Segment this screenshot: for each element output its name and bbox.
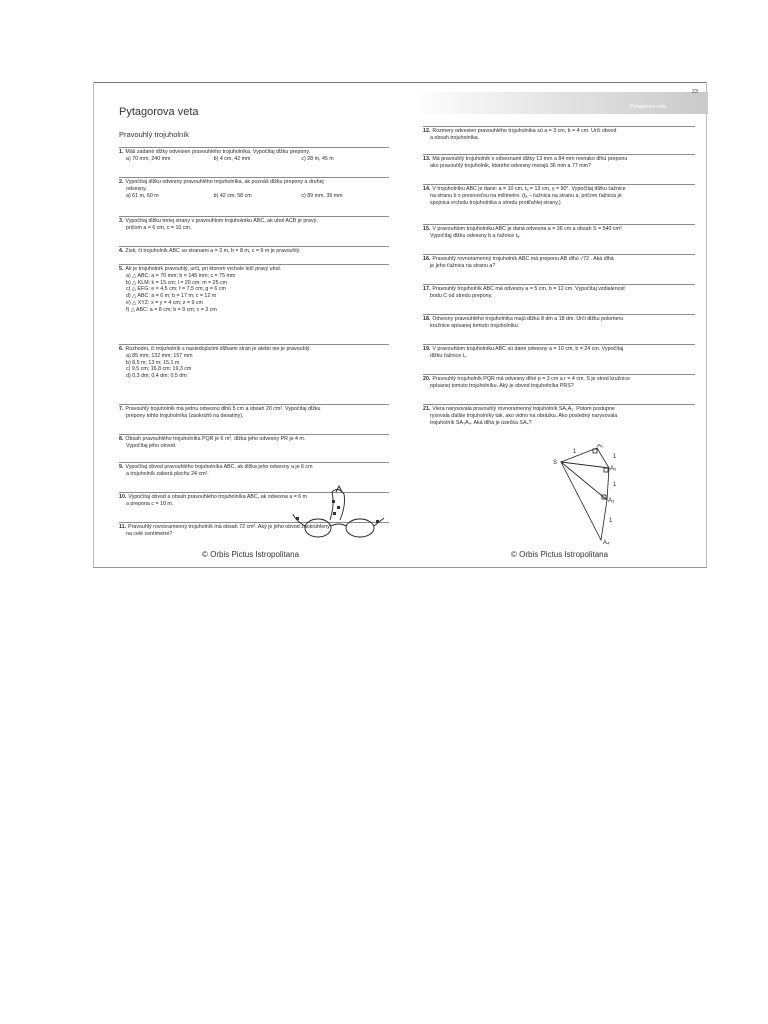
exercise-21 [423,406,695,426]
exercise-line: d) △ ABC: a = 6 m; b = 17 m; c = 12 m [126,293,217,300]
exercise-text: Obsah pravouhlého trojuholníka PQR je 6 m², dĺžka jeho odvesny PR je 4 m. [125,436,306,442]
exercise-text: Pravouhlý trojuholník má jednu odvesnu dĺhú 5 cm a obsah 20 cm². Vypočítaj dĺžku [125,406,321,412]
option-item: c) 89 mm, 39 mm [301,192,343,199]
exercise-line: c) 9,5 cm; 16,8 cm; 19,3 cm [126,366,192,373]
exercise-line [423,186,695,193]
label-a3: A₃ [608,498,615,504]
exercise-line [119,266,389,273]
exercise-text: Pravouhlý rovnoramenný trojuholník má obsah 72 cm². Aký je jeho obvod zaokrúhlený [128,524,330,530]
triangle-spiral-figure [551,444,651,552]
exercise-16 [423,256,695,270]
exercise-text: Pravouhlý trojuholník PQR má odvesny dlhé p = 3 cm a r = 4 cm. S je stred kružnice [432,376,630,382]
exercise-line [423,256,695,263]
exercise-options [119,156,389,163]
exercise-line: c) △ EFG: e = 4,5 cm; f = 7,5 cm; g = 6 cm [126,286,226,293]
copyright-notice-right: © Orbis Pictus Istropolitana [511,550,609,559]
exercise-text: Vypočítaj dĺžku odvesny pravouhlého trojuholníka, ak poznáš dĺžku prepony a druhej [125,179,324,185]
exercise-1 [119,149,389,163]
exercise-6 [119,346,389,380]
exercise-line: e) △ XYZ: x = y = 4 cm; z = 9 cm [126,299,203,306]
exercise-line: na celé centimetre? [126,530,173,537]
exercise-text: Odvesny pravouhlého trojuholníka majú dĺžku 8 dm a 18 dm. Urči dĺžku polomeru [432,316,624,322]
exercise-12 [423,128,695,142]
exercise-number: 6. [119,346,124,352]
label-side-1: 1 [573,449,577,455]
exercise-4 [119,248,389,255]
exercise-line: odvesny. [126,185,147,192]
exercise-text: Ak je trojuholník pravouhlý, urči, pri ktorom vrchole leží pravý uhol. [125,266,282,272]
exercise-line: prepony tohto trojuholníka (zaokrúhli na desatiny). [126,412,244,419]
exercise-number: 17. [423,286,431,292]
exercise-line: kružnice opísanej tomuto trojuholníku. [430,322,520,329]
exercise-line [119,248,389,255]
exercise-8 [119,436,389,450]
exercise-number: 5. [119,266,124,272]
exercise-number: 13. [423,156,431,162]
left-page [94,82,401,567]
exercise-line: dĺžku ťažnice t꜀. [430,352,468,359]
option-item: b) 42 cm, 58 cm [213,192,252,199]
book-spread [93,82,707,568]
exercise-number: 4. [119,248,124,254]
exercise-text: Rozmery odvesien pravouhlého trojuholníka sú a = 3 cm, b = 4 cm. Urči obvod [432,128,617,134]
exercise-line: rysovala ďalšie trojuholníky tak, ako vidno na obrázku. Ako posledný narysovala [430,412,618,419]
exercise-3 [119,218,389,232]
label-a2: A₂ [610,466,617,472]
exercise-line: trojuholník SA₃A₄. Aká dlhá je úsečka SA₄? [430,419,532,426]
exercise-2 [119,179,389,199]
label-a4: A₄ [603,540,610,546]
exercise-line [423,286,695,293]
exercise-text: V pravouhlom trojuholníku ABC je daná odvesna a = 36 cm a obsah S = 540 cm². [432,226,624,232]
exercise-number: 14. [423,186,431,192]
exercise-line: na stranu b s presnosťou na milimetre. (tₐ – ťažnica na stranu a, pričom ťažnica je [430,192,622,199]
exercise-19 [423,346,695,360]
label-side-3: 1 [613,482,617,488]
exercise-line: a) 85 mm; 132 mm; 157 mm [126,352,193,359]
exercise-text: Zisti, či trojuholník ABC so stranami a = 3 m, b = 8 m, c = 9 m je pravouhlý. [125,248,301,254]
exercise-text: Máš zadané dĺžky odvesien pravouhlého trojuholníka. Vypočítaj dĺžku prepony. [125,149,311,155]
exercise-number: 21. [423,406,431,412]
exercise-line: ako pravouhlý trojuholník, ktorého odvesny merajú 36 mm a 77 mm? [430,162,592,169]
exercise-text: Pravouhlý rovnoramenný trojuholník ABC má preponu AB dlhú √72 . Aká dlhá [432,256,614,262]
exercise-9 [119,464,389,478]
exercise-line: d) 0,3 dm; 0,4 dm; 0,5 dm [126,373,187,380]
label-s: S [553,460,558,466]
exercise-number: 16. [423,256,431,262]
exercise-number: 8. [119,436,124,442]
glasses-cartoon-illustration [290,482,388,542]
label-a1: A₁ [597,444,604,449]
running-head: Pytagorova veta [629,104,666,110]
exercise-text: Rozhodni, či trojuholník s nasledujúcimi dĺžkami strán je alebo nie je pravouhlý. [125,346,311,352]
exercise-line [119,346,389,353]
exercise-text: Viera narysovala pravouhlý rovnoramenný trojuholník SA₁A₂. Potom postupne [432,406,615,412]
option-item: a) 70 mm, 240 mm [126,155,171,162]
header-bar [409,92,708,114]
exercise-line [119,436,389,443]
exercise-line [119,179,389,186]
copyright-notice: © Orbis Pictus Istropolitana [202,550,300,559]
exercise-line: spojnica vrcholu trojuholníka a stredu protiľahlej strany.) [430,199,561,206]
option-item: b) 4 cm, 42 mm [213,155,251,162]
label-side-2: 1 [613,454,617,460]
exercise-number: 19. [423,346,431,352]
exercise-number: 12. [423,128,431,134]
exercise-options [119,193,389,200]
exercise-line [423,128,695,135]
exercise-number: 11. [119,524,127,530]
exercise-14 [423,186,695,206]
exercise-18 [423,316,695,330]
exercise-line [119,464,389,471]
exercise-line [119,149,389,156]
exercise-20 [423,376,695,390]
exercise-17 [423,286,695,300]
page-title: Pytagorova veta [119,106,199,118]
exercise-line [423,226,695,233]
exercise-number: 1. [119,149,124,155]
exercise-line: pričom a = 6 cm, c = 10 cm. [126,224,192,231]
option-item: a) 61 m, 60 m [126,192,159,199]
exercise-line: opísanej tomuto trojuholníku. Aký je obvod trojuholníka PRS? [430,382,574,389]
exercise-number: 9. [119,464,124,470]
page-number: 23 [691,89,698,95]
exercise-15 [423,226,695,240]
exercise-line [423,346,695,353]
exercise-line: Vypočítaj jeho obvod. [126,442,177,449]
exercise-text: Pravouhlý trojuholník ABC má odvesny a = 5 cm, b = 12 cm. Vypočítaj vzdialenosť [432,286,626,292]
exercise-number: 10. [119,494,127,500]
exercise-line: Vypočítaj dĺžku odvesny b a ťažnice tₐ. [430,232,521,239]
exercise-text: Má pravouhlý trojuholník s odvesnami dĺžky 13 mm a 84 mm rovnako dlhú preponu [432,156,628,162]
exercise-line: a obsah trojuholníka. [430,134,480,141]
section-subtitle: Pravouhlý trojuholník [119,130,190,139]
exercise-line: b) 8,5 m; 13 m; 15,1 m [126,359,180,366]
exercise-13 [423,156,695,170]
exercise-5 [119,266,389,314]
exercise-line [423,376,695,383]
exercise-number: 2. [119,179,124,185]
exercise-line [423,406,695,413]
exercise-number: 20. [423,376,431,382]
exercise-number: 3. [119,218,124,224]
exercise-text: V trojuholníku ABC je dané: a = 10 cm, tₐ = 13 cm, γ = 90°. Vypočítaj dĺžku ťažnice [432,186,626,192]
exercise-line: f) △ ABC: a = 8 cm; b = 9 cm; c = 3 cm [126,306,217,313]
exercise-line [423,316,695,323]
exercise-line [423,156,695,163]
exercise-line: a) △ ABC: a = 70 mm; b = 145 mm; c = 75 mm [126,272,236,279]
exercise-line: a trojuholník zaberá plochu 24 cm². [126,470,209,477]
exercise-line [119,218,389,225]
exercise-line: b) △ KLM: k = 15 cm; l = 20 cm; m = 25 cm [126,279,228,286]
exercise-text: Vypočítaj obvod a obsah pravouhlého trojuholníka ABC, ak odvesna a = 6 m [128,494,308,500]
exercise-number: 18. [423,316,431,322]
exercise-line [119,406,389,413]
label-side-4: 1 [609,518,613,524]
exercise-text: Vypočítaj dĺžku tretej strany v pravouhlom trojuholníku ABC, ak uhol ACB je pravý, [125,218,318,224]
exercise-7 [119,406,389,420]
exercise-line: bodu C od stredu prepony. [430,292,493,299]
exercise-line: a prepona c = 10 m. [126,500,174,507]
exercise-line: je jeho ťažnica na stranu a? [430,262,496,269]
option-item: c) 28 m, 45 m [301,155,334,162]
exercise-number: 7. [119,406,124,412]
exercise-text: Vypočítaj obvod pravouhlého trojuholníka ABC, ak dĺžka jeho odvesny a je 6 cm [125,464,313,470]
exercise-text: V pravouhlom trojuholníku ABC sú dané odvesny a = 10 cm, b = 24 cm. Vypočítaj [432,346,624,352]
exercise-number: 15. [423,226,431,232]
right-page [401,82,708,567]
